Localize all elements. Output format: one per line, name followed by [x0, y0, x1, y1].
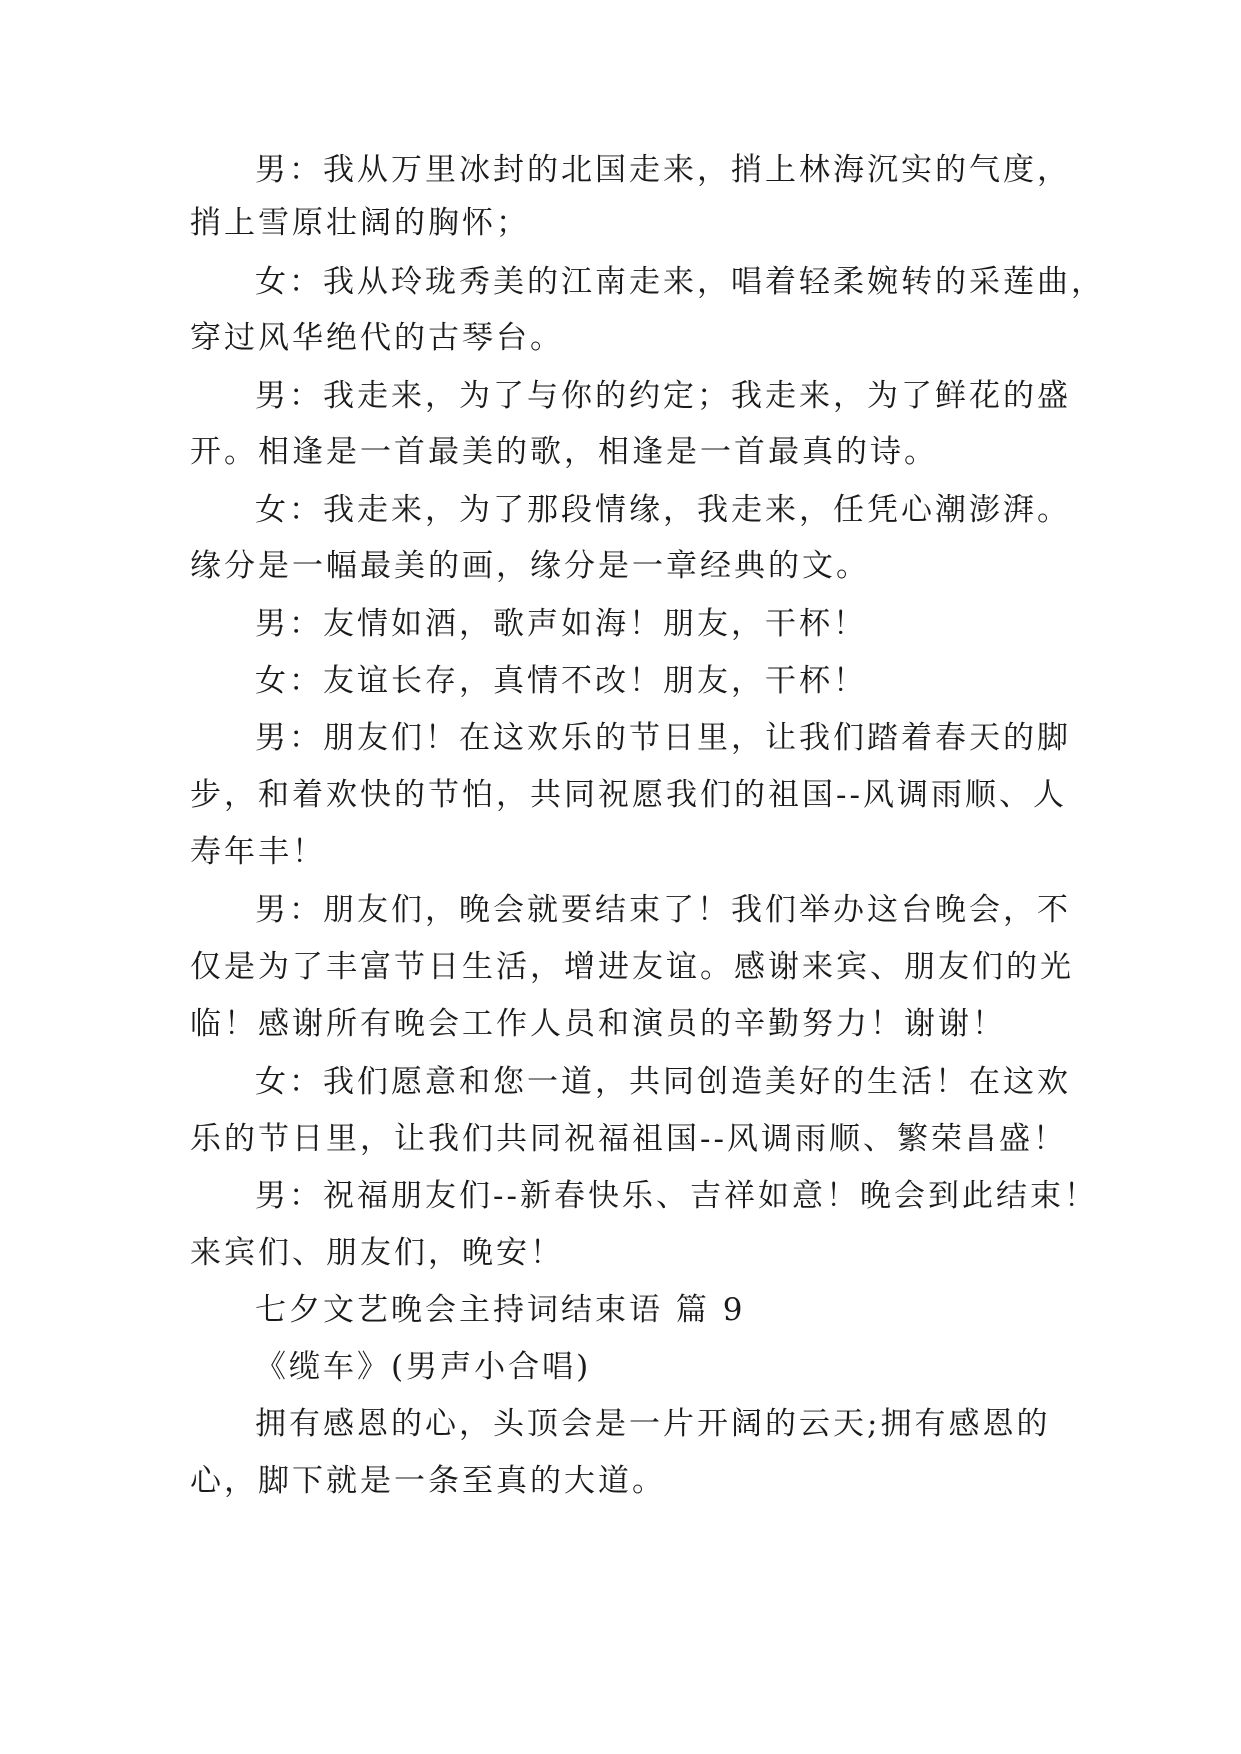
paragraph-line: 女：我从玲珑秀美的江南走来，唱着轻柔婉转的采莲曲，	[255, 264, 1105, 300]
paragraph-line: 临！感谢所有晚会工作人员和演员的辛勤努力！谢谢！	[190, 1006, 1006, 1042]
paragraph-line: 开。相逢是一首最美的歌，相逢是一首最真的诗。	[190, 434, 938, 470]
program-title: 《缆车》(男声小合唱)	[255, 1349, 592, 1385]
paragraph-line: 步，和着欢快的节怕，共同祝愿我们的祖国--风调雨顺、人	[190, 777, 1067, 813]
paragraph-line: 乐的节日里，让我们共同祝福祖国--风调雨顺、繁荣昌盛！	[190, 1121, 1067, 1157]
paragraph-line: 男：我从万里冰封的北国走来，捎上林海沉实的气度，	[255, 152, 1071, 188]
paragraph-line: 男：友情如酒，歌声如海！朋友，干杯！	[255, 606, 867, 642]
paragraph-line: 心，脚下就是一条至真的大道。	[190, 1463, 666, 1499]
paragraph-line: 男：祝福朋友们--新春快乐、吉祥如意！晚会到此结束！	[255, 1178, 1098, 1214]
section-heading: 七夕文艺晚会主持词结束语 篇 9	[255, 1292, 746, 1328]
paragraph-line: 女：我们愿意和您一道，共同创造美好的生活！在这欢	[255, 1064, 1071, 1100]
paragraph-line: 来宾们、朋友们，晚安！	[190, 1235, 564, 1271]
paragraph-line: 男：我走来，为了与你的约定；我走来，为了鲜花的盛	[255, 378, 1071, 414]
paragraph-line: 捎上雪原壮阔的胸怀；	[190, 205, 530, 241]
paragraph-line: 女：我走来，为了那段情缘，我走来，任凭心潮澎湃。	[255, 492, 1071, 528]
paragraph-line: 缘分是一幅最美的画，缘分是一章经典的文。	[190, 548, 870, 584]
paragraph-line: 寿年丰！	[190, 834, 326, 870]
paragraph-line: 穿过风华绝代的古琴台。	[190, 320, 564, 356]
paragraph-line: 拥有感恩的心，头顶会是一片开阔的云天;拥有感恩的	[255, 1406, 1051, 1442]
paragraph-line: 男：朋友们！在这欢乐的节日里，让我们踏着春天的脚	[255, 720, 1071, 756]
paragraph-line: 仅是为了丰富节日生活，增进友谊。感谢来宾、朋友们的光	[190, 949, 1074, 985]
paragraph-line: 女：友谊长存，真情不改！朋友，干杯！	[255, 663, 867, 699]
paragraph-line: 男：朋友们，晚会就要结束了！我们举办这台晚会，不	[255, 892, 1071, 928]
